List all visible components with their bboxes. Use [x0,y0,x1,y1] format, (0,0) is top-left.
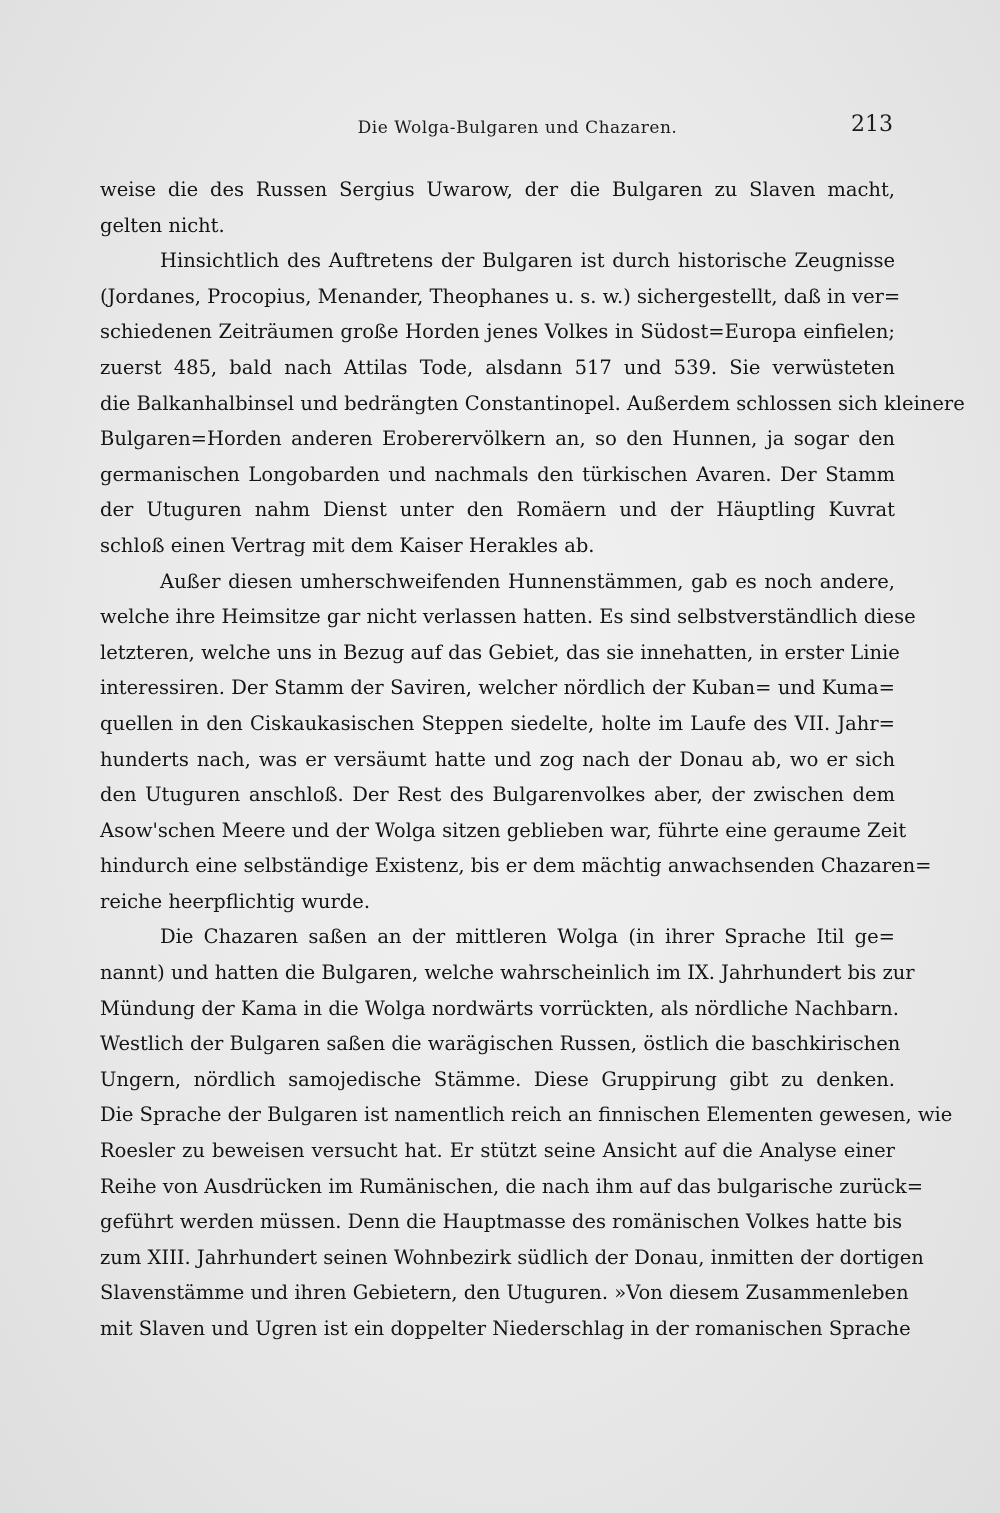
text-line: Bulgaren=Horden anderen Eroberervölkern an, so den Hunnen, ja sogar den [100,427,895,451]
text-line: interessiren. Der Stamm der Saviren, welcher nördlich der Kuban= und Kuma= [100,676,895,700]
text-line: germanischen Longobarden und nachmals den türkischen Avaren. Der Stamm [100,462,895,486]
text-line: Westlich der Bulgaren saßen die warägischen Russen, östlich die baschkirischen [100,1032,901,1056]
body-text [100,172,965,1347]
running-head: Die Wolga-Bulgaren und Chazaren. [357,118,678,138]
text-line: den Utuguren anschloß. Der Rest des Bulgarenvolkes aber, der zwischen dem [100,783,895,807]
paragraph-start-line: Außer diesen umherschweifenden Hunnenstämmen, gab es noch andere, [160,569,895,593]
paragraph-start-line: Die Chazaren saßen an der mittleren Wolga (in ihrer Sprache Itil ge= [160,925,895,949]
page-number: 213 [851,112,893,137]
text-line: mit Slaven und Ugren ist ein doppelter Niederschlag in der romanischen Sprache [100,1317,911,1340]
text-line: Roesler zu beweisen versucht hat. Er stützt seine Ansicht auf die Analyse einer [100,1139,895,1163]
text-line: Die Sprache der Bulgaren ist namentlich reich an finnischen Elementen gewesen, wie [100,1103,953,1127]
text-line: letzteren, welche uns in Bezug auf das Gebiet, das sie innehatten, in erster Linie [100,640,900,664]
text-line: nannt) und hatten die Bulgaren, welche wahrscheinlich im IX. Jahrhundert bis zur [100,961,915,985]
text-line: schiedenen Zeiträumen große Horden jenes Volkes in Südost=Europa einfielen; [100,320,895,344]
text-line: Asow'schen Meere und der Wolga sitzen geblieben war, führte eine geraume Zeit [100,818,907,842]
text-line: hunderts nach, was er versäumt hatte und zog nach der Donau ab, wo er sich [100,747,895,771]
text-line: welche ihre Heimsitze gar nicht verlassen hatten. Es sind selbstverständlich diese [100,605,916,629]
text-line: reiche heerpflichtig wurde. [100,889,371,913]
text-line: zuerst 485, bald nach Attilas Tode, alsdann 517 und 539. Sie verwüsteten [100,355,895,379]
text-line: Ungern, nördlich samojedische Stämme. Diese Gruppirung gibt zu denken. [100,1067,895,1091]
text-line: der Utuguren nahm Dienst unter den Romäern und der Häuptling Kuvrat [100,498,895,522]
text-line: Reihe von Ausdrücken im Rumänischen, die nach ihm auf das bulgarische zurück= [100,1174,924,1198]
text-line: gelten nicht. [100,213,225,237]
text-line: weise die des Russen Sergius Uwarow, der die Bulgaren zu Slaven macht, [100,178,895,201]
text-line: quellen in den Ciskaukasischen Steppen siedelte, holte im Laufe des VII. Jahr= [100,711,895,735]
text-line: hindurch eine selbständige Existenz, bis er dem mächtig anwachsenden Chazaren= [100,854,932,878]
page-header [100,110,895,146]
text-line: (Jordanes, Procopius, Menander, Theophanes u. s. w.) sichergestellt, daß in ver= [100,284,901,308]
text-line: schloß einen Vertrag mit dem Kaiser Herakles ab. [100,533,595,557]
paragraph-start-line: Hinsichtlich des Auftretens der Bulgaren ist durch historische Zeugnisse [160,249,895,273]
text-line: geführt werden müssen. Denn die Hauptmasse des romänischen Volkes hatte bis [100,1210,903,1234]
text-line: zum XIII. Jahrhundert seinen Wohnbezirk südlich der Donau, inmitten der dortigen [100,1245,924,1269]
text-line: Mündung der Kama in die Wolga nordwärts vorrückten, als nördliche Nachbarn. [100,996,899,1020]
text-line: Slavenstämme und ihren Gebietern, den Utuguren. »Von diesem Zusammenleben [100,1281,909,1305]
text-line: die Balkanhalbinsel und bedrängten Constantinopel. Außerdem schlossen sich kleinere [100,391,965,415]
